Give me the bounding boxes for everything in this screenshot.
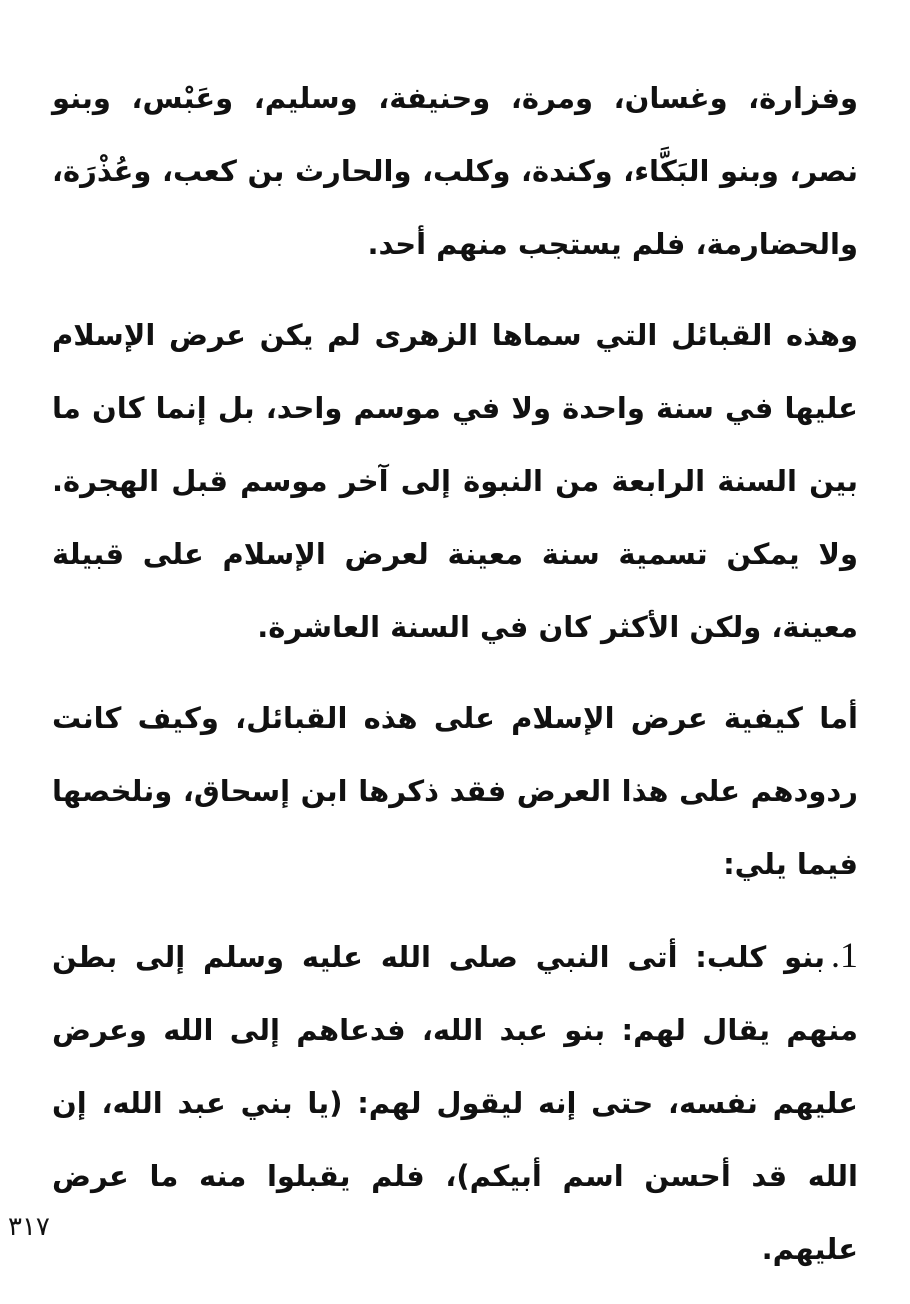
paragraph-tribes-timing: وهذه القبائل التي سماها الزهرى لم يكن عرض الإسلام عليها في سنة واحدة ولا في موسم واحد، بل إنما كان ما بين السنة الرابعة من النبوة إلى آخر موسم قبل الهجرة. ولا يمكن تسمية سنة معينة لعرض الإسلام على قبيلة معينة، ولكن الأكثر كان في السنة العاشرة. <box>52 318 858 644</box>
list-item-text: بنو كلب: أتى النبي صلى الله عليه وسلم إلى بطن منهم يقال لهم: بنو عبد الله، فدعاهم إلى الله وعرض عليهم نفسه، حتى إنه ليقول لهم: (يا بني عبد الله، إن الله قد أحسن اسم أبيكم)، فلم يقبلوا منه ما عرض عليهم. <box>52 940 858 1266</box>
list-item-number: 1. <box>831 935 858 975</box>
list-item-banu-kalb <box>52 919 858 1286</box>
page-number: ٣١٧ <box>8 1212 50 1242</box>
paragraph-ibn-ishaq-intro: أما كيفية عرض الإسلام على هذه القبائل، وكيف كانت ردودهم على هذا العرض فقد ذكرها ابن إسحاق، ونلخصها فيما يلي: <box>52 701 858 881</box>
page-body <box>52 62 858 1304</box>
paragraph-tribes-list: وفزارة، وغسان، ومرة، وحنيفة، وسليم، وعَبْس، وبنو نصر، وبنو البَكَّاء، وكندة، وكلب، والحارث بن كعب، وعُذْرَة، والحضارمة، فلم يستجب منهم أحد. <box>52 81 858 261</box>
